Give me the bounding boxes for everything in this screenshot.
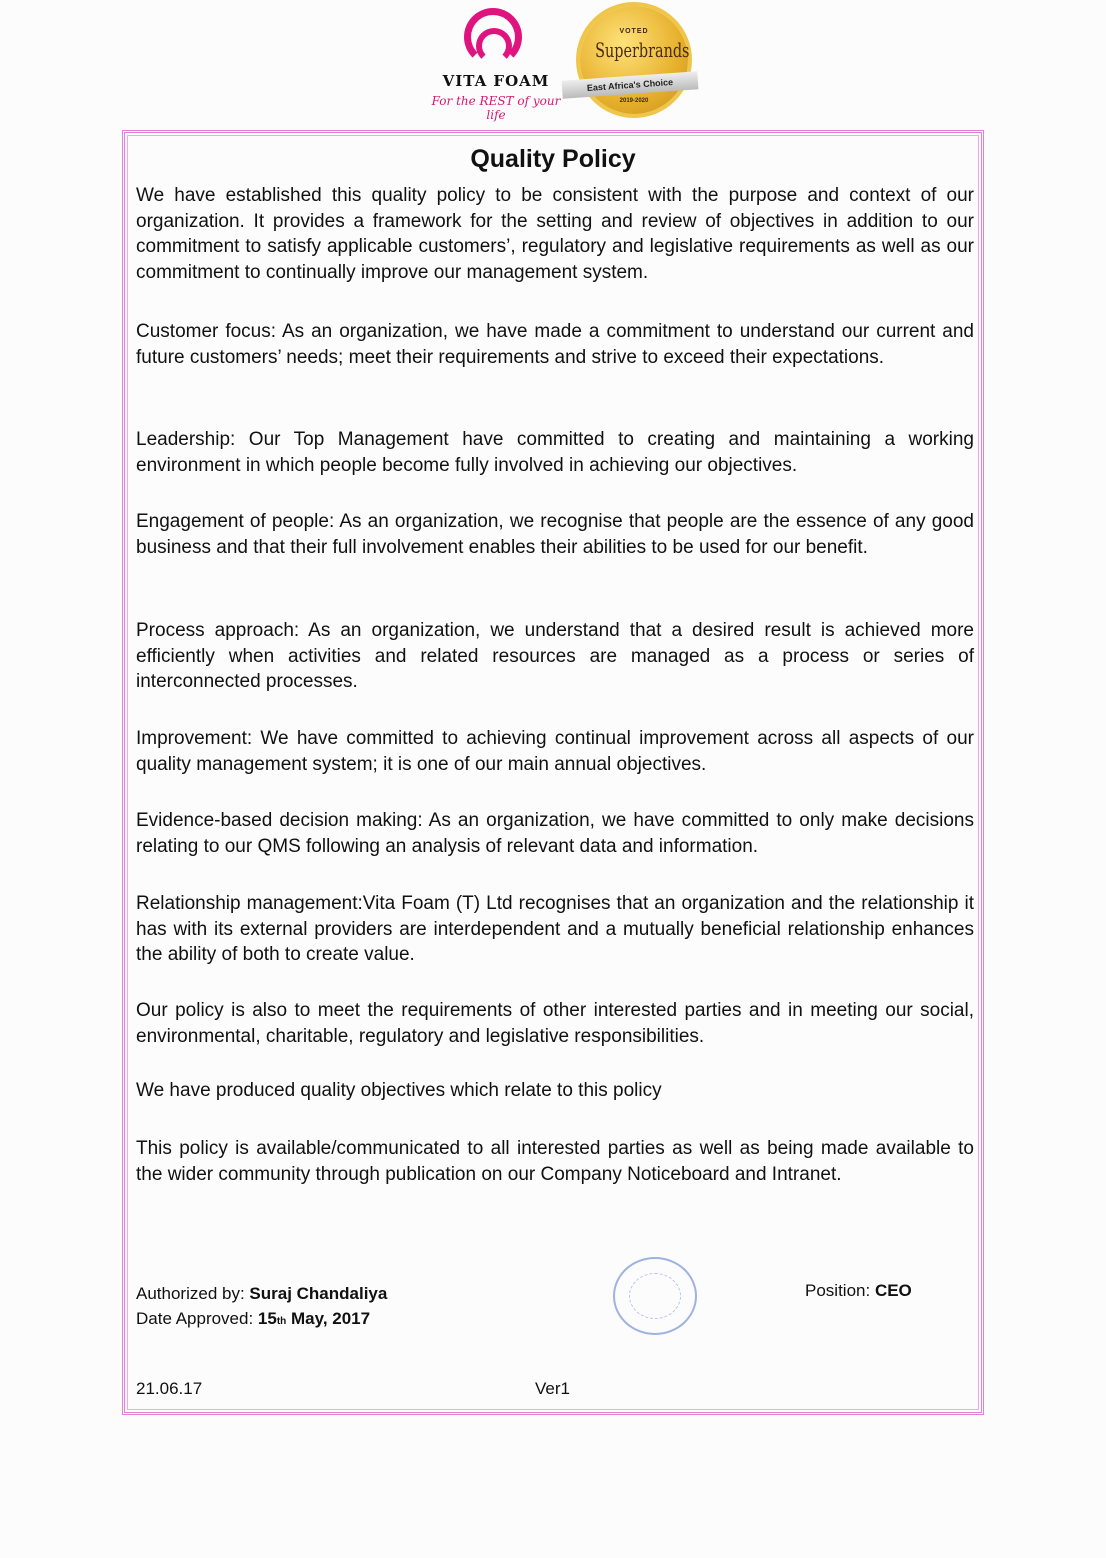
authorized-label: Authorized by: [136,1284,250,1303]
date-rest: May, 2017 [286,1309,371,1328]
approval-block [136,1281,387,1334]
position-block [805,1281,912,1301]
superbrands-badge-icon [570,6,690,118]
footer-version: Ver1 [535,1379,570,1398]
paragraph-engagement: Engagement of people: As an organization, we recognise that people are the essence of any good business and that their full involvement enables their abilities to be used for our benefit. [136,511,974,558]
paragraph-availability: This policy is available/communicated to all interested parties as well as being made available to the wider community through publication on our Company Noticeboard and Intranet. [136,1138,974,1185]
badge-title: Superbrands [595,38,690,62]
vita-foam-logo [426,6,566,122]
date-label: Date Approved: [136,1309,258,1328]
paragraph-process-approach: Process approach: As an organization, we understand that a desired result is achieved more efficiently when activities and related resources are managed as a process or series of interconnected processes. [136,620,974,693]
date-day: 15 [257,1309,277,1328]
badge-years: 2019-2020 [619,98,649,104]
document-frame [122,130,984,1415]
paragraph-evidence: Evidence-based decision making: As an organization, we have committed to only make decisions relating to our QMS following an analysis of relevant data and information. [136,810,974,857]
date-suffix: th [276,1316,287,1327]
paragraph-interested-parties: Our policy is also to meet the requirements of other interested parties and in meeting our social, environmental, charitable, regulatory and legislative responsibilities. [136,1000,974,1047]
badge-ribbon: East Africa's Choice [562,71,699,98]
header-logos [420,0,700,125]
badge-voted: VOTED [619,28,649,35]
footer-date: 21.06.17 [136,1379,203,1398]
paragraph-objectives: We have produced quality objectives which relate to this policy [136,1080,662,1101]
authorized-name: Suraj Chandaliya [249,1284,388,1303]
paragraph-improvement: Improvement: We have committed to achieving continual improvement across all aspects of our quality management system; it is one of our main annual objectives. [136,728,974,775]
brand-name: VITA FOAM [442,72,550,90]
page-title: Quality Policy [470,145,636,173]
position-label: Position: [805,1281,875,1300]
paragraph-relationship: Relationship management:Vita Foam (T) Ltd recognises that an organization and the relationship it has with its external providers are interdependent and a mutually beneficial relationship enhances the ability of both to create value. [136,893,974,966]
company-stamp-icon [613,1257,697,1335]
position-value: CEO [874,1281,912,1300]
paragraph-leadership: Leadership: Our Top Management have committed to creating and maintaining a working environment in which people become fully involved in achieving our objectives. [136,429,974,476]
paragraph-customer-focus: Customer focus: As an organization, we have made a commitment to understand our current and future customers’ needs; meet their requirements and strive to exceed their expectations. [136,321,974,368]
vita-foam-arcs-icon [461,6,531,66]
brand-tagline: For the REST of your life [431,94,561,122]
paragraph-intro: We have established this quality policy to be consistent with the purpose and context of our organization. It provides a framework for the setting and review of objectives in addition to our commitment to satisfy applicable customers’, regulatory and legislative requirements as well as our commitment to continually improve our management system. [136,185,974,283]
